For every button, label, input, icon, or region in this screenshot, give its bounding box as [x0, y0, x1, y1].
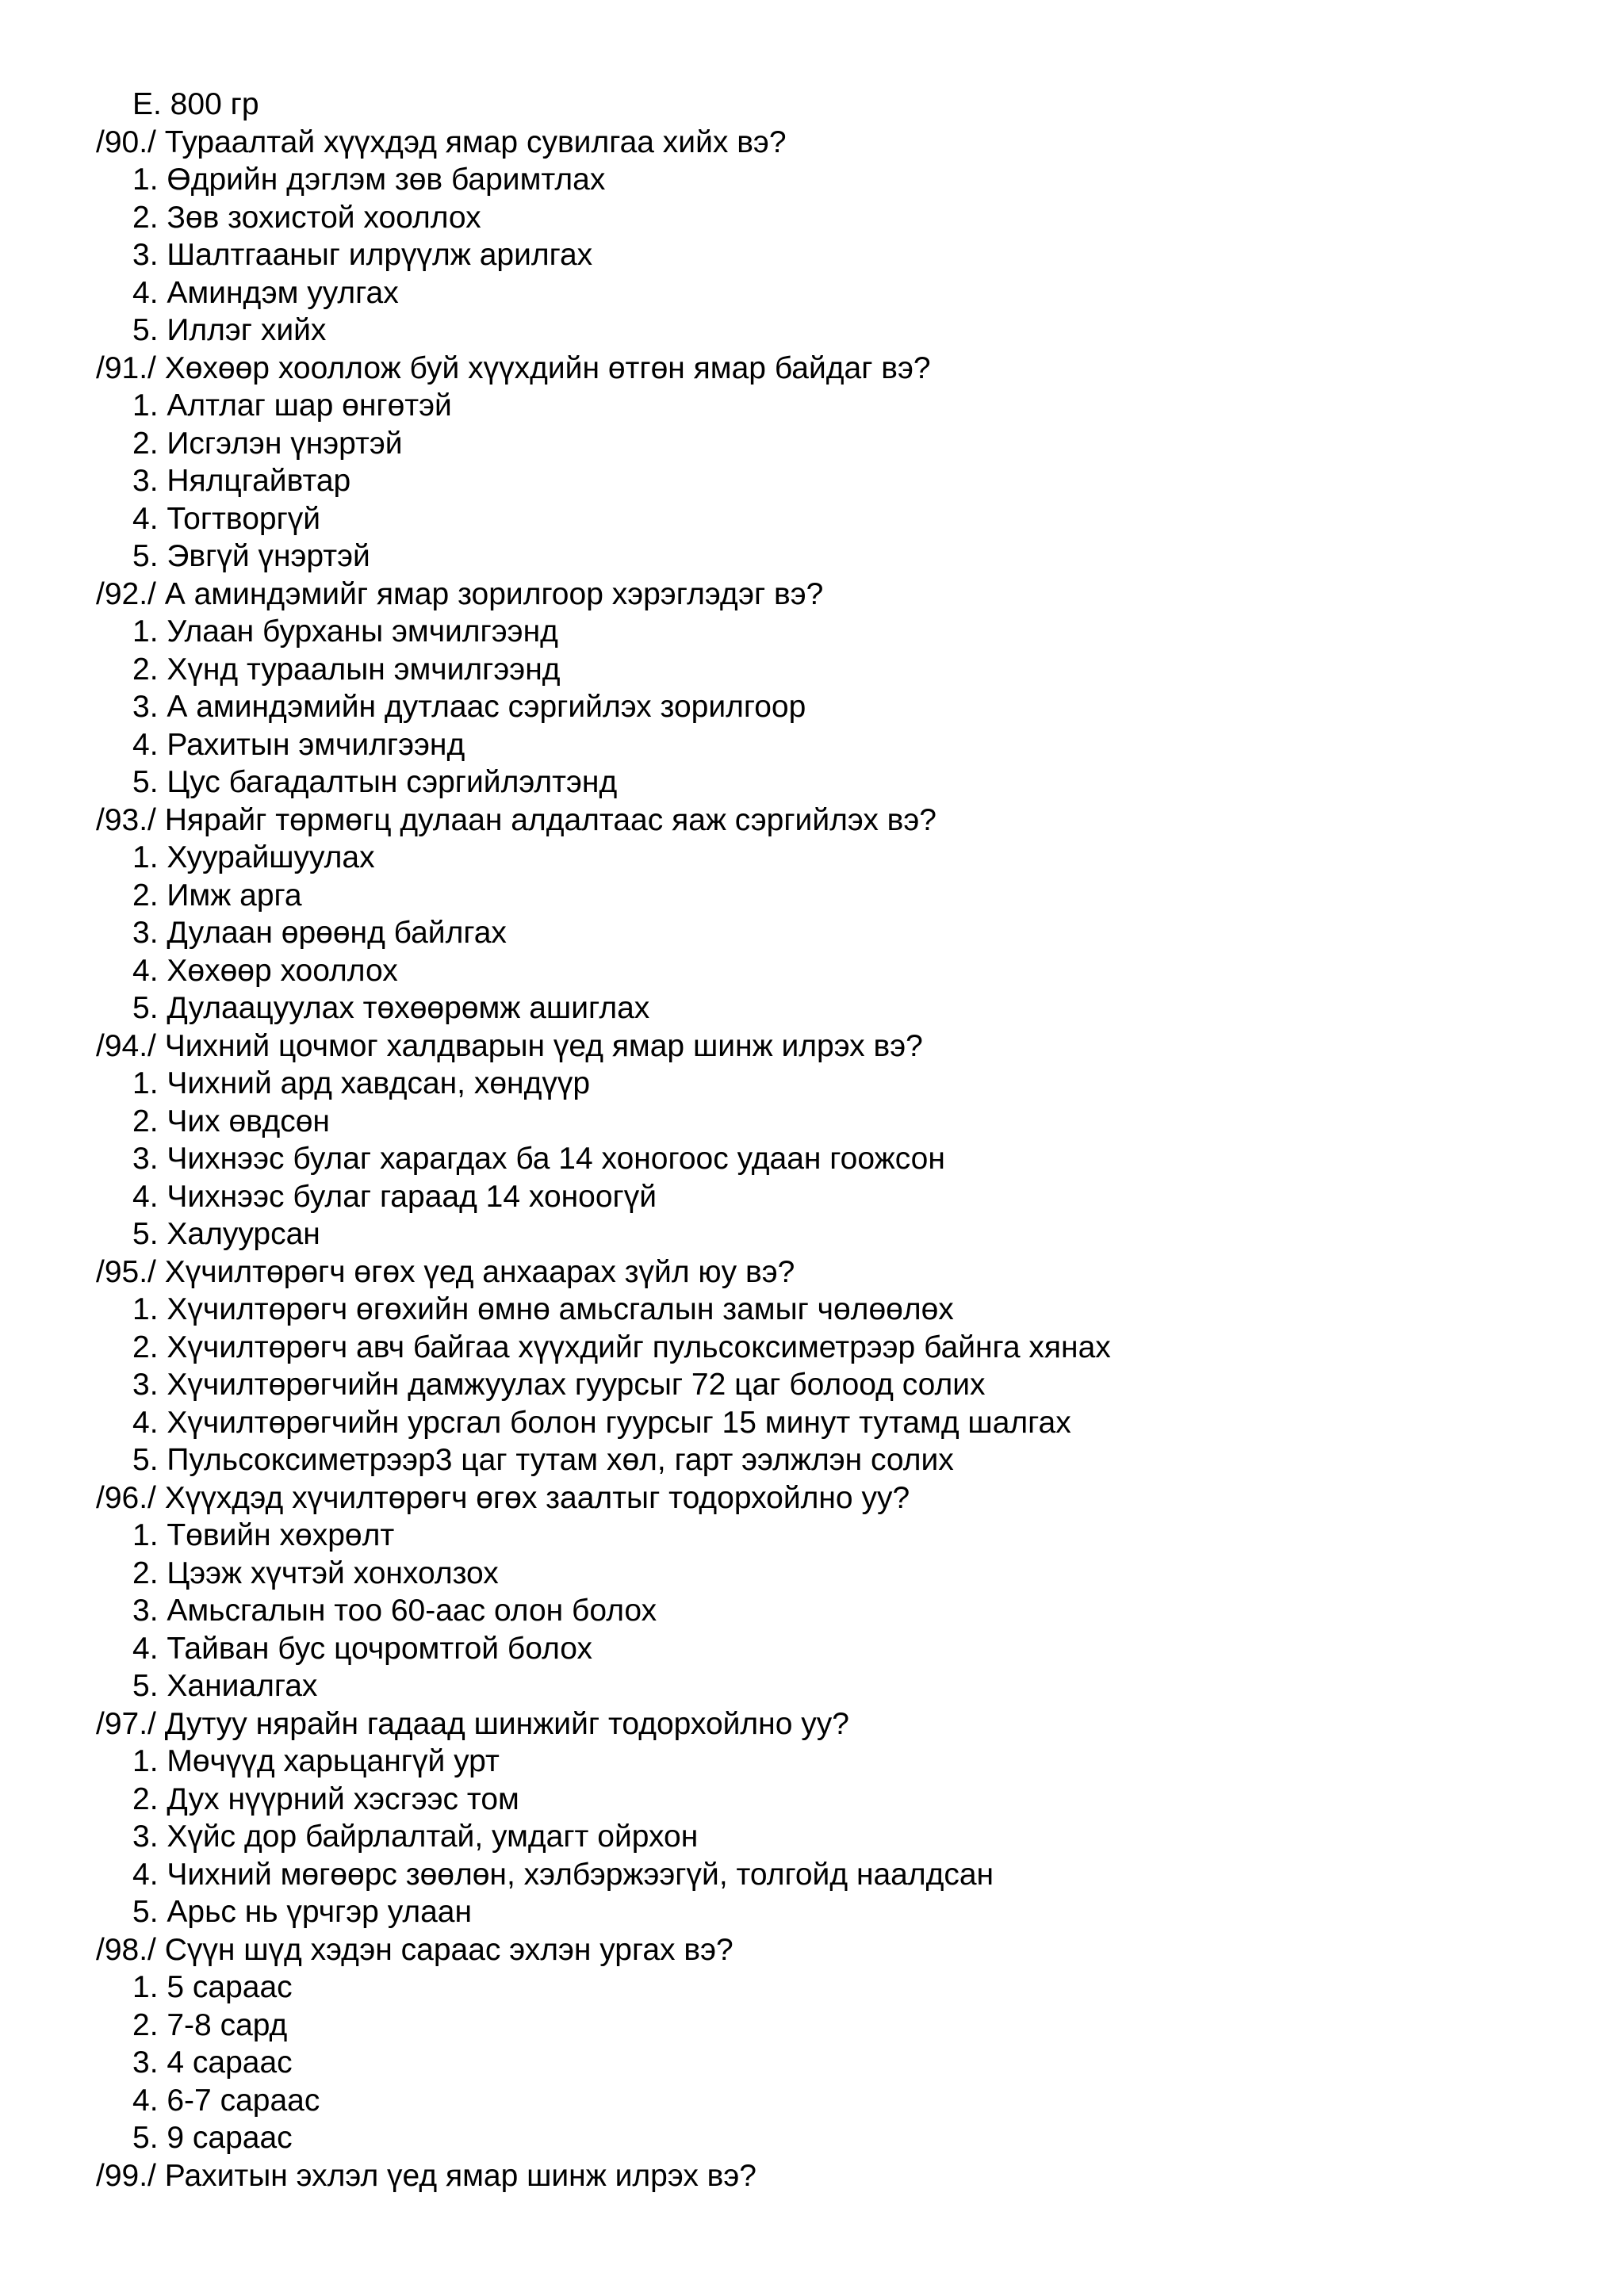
answer-option: 5. Халуурсан [132, 1217, 320, 1251]
question-text: /98./ Сүүн шүд хэдэн сараас эхлэн ургах вэ? [96, 1932, 733, 1967]
answer-option: 5. Ханиалгах [132, 1669, 318, 1703]
question-text: /93./ Нярайг төрмөгц дулаан алдалтаас яаж сэргийлэх вэ? [96, 802, 936, 837]
answer-option: 4. 6-7 сараас [132, 2083, 320, 2118]
answer-option: 4. Тогтворгүй [132, 501, 321, 536]
answer-option: 3. Чихнээс булаг харагдах ба 14 хоногоос удаан гоожсон [132, 1142, 945, 1176]
answer-option: 4. Хөхөөр хооллох [132, 953, 398, 988]
answer-option: 3. 4 сараас [132, 2045, 293, 2080]
answer-option: 1. Улаан бурханы эмчилгээнд [132, 614, 558, 649]
answer-option: 2. Хүчилтөрөгч авч байгаа хүүхдийг пульсоксиметрээр байнга хянах [132, 1330, 1111, 1364]
answer-option: 3. Шалтгааныг илрүүлж арилгах [132, 238, 593, 272]
answer-option: 4. Хүчилтөрөгчийн урсгал болон гуурсыг 15 минут тутамд шалгах [132, 1405, 1071, 1440]
answer-option: 1. Хуурайшуулах [132, 840, 375, 874]
answer-option: E. 800 гр [132, 87, 259, 121]
answer-option: 2. Имж арга [132, 878, 302, 913]
document-body [0, 86, 1624, 2195]
question-text: /97./ Дутуу нярайн гадаад шинжийг тодорхойлно уу? [96, 1706, 849, 1741]
question-text: /96./ Хүүхдэд хүчилтөрөгч өгөх заалтыг тодорхойлно уу? [96, 1480, 910, 1515]
answer-option: 2. Исгэлэн үнэртэй [132, 426, 403, 461]
answer-option: 2. Дух нүүрний хэсгээс том [132, 1781, 519, 1816]
answer-option: 3. Амьсгалын тоо 60-аас олон болох [132, 1594, 657, 1628]
answer-option: 3. Хүйс дор байрлалтай, умдагт ойрхон [132, 1820, 699, 1854]
question-text: /99./ Рахитын эхлэл үед ямар шинж илрэх вэ? [96, 2158, 756, 2193]
answer-option: 4. Чихнээс булаг гараад 14 хоноогүй [132, 1179, 657, 1214]
answer-option: 1. Мөчүүд харьцангүй урт [132, 1744, 500, 1778]
question-text: /91./ Хөхөөр хооллож буй хүүхдийн өтгөн ямар байдаг вэ? [96, 350, 931, 385]
question-text: /92./ А аминдэмийг ямар зорилгоор хэрэглэдэг вэ? [96, 576, 824, 611]
answer-option: 4. Тайван бус цочромтгой болох [132, 1631, 593, 1666]
answer-option: 5. Эвгүй үнэртэй [132, 539, 370, 573]
answer-option: 5. 9 сараас [132, 2121, 293, 2155]
answer-option: 1. Өдрийн дэглэм зөв баримтлах [132, 163, 606, 197]
answer-option: 2. Хүнд тураалын эмчилгээнд [132, 652, 561, 687]
answer-option: 3. Хүчилтөрөгчийн дамжуулах гуурсыг 72 цаг болоод солих [132, 1368, 986, 1402]
answer-option: 1. 5 сараас [132, 1970, 293, 2004]
answer-option: 1. Хүчилтөрөгч өгөхийн өмнө амьсгалын замыг чөлөөлөх [132, 1292, 954, 1326]
answer-option: 3. Дулаан өрөөнд байлгах [132, 916, 507, 950]
answer-option: 5. Цус багадалтын сэргийлэлтэнд [132, 765, 618, 799]
answer-option: 1. Алтлаг шар өнгөтэй [132, 388, 452, 423]
answer-option: 5. Пульсоксиметрээр3 цаг тутам хөл, гарт ээлжлэн солих [132, 1443, 954, 1477]
answer-option: 4. Рахитын эмчилгээнд [132, 727, 465, 762]
answer-option: 5. Арьс нь үрчгэр улаан [132, 1895, 473, 1929]
answer-option: 1. Чихний ард хавдсан, хөндүүр [132, 1066, 591, 1100]
answer-option: 4. Чихний мөгөөрс зөөлөн, хэлбэржээгүй, толгойд наалдсан [132, 1857, 994, 1892]
question-text: /94./ Чихний цочмог халдварын үед ямар шинж илрэх вэ? [96, 1028, 923, 1063]
answer-option: 2. Цээж хүчтэй хонхолзох [132, 1556, 499, 1590]
answer-option: 2. 7-8 сард [132, 2007, 288, 2042]
question-text: /90./ Тураалтай хүүхдэд ямар сувилгаа хийх вэ? [96, 124, 787, 159]
answer-option: 1. Төвийн хөхрөлт [132, 1518, 395, 1552]
question-text: /95./ Хүчилтөрөгч өгөх үед анхаарах зүйл юу вэ? [96, 1254, 795, 1289]
answer-option: 5. Дулаацуулах төхөөрөмж ашиглах [132, 991, 650, 1025]
answer-option: 3. А аминдэмийн дутлаас сэргийлэх зорилгоор [132, 690, 806, 724]
answer-option: 4. Аминдэм уулгах [132, 275, 399, 310]
answer-option: 3. Нялцгайвтар [132, 464, 351, 498]
answer-option: 5. Иллэг хийх [132, 313, 327, 347]
answer-option: 2. Чих өвдсөн [132, 1104, 330, 1138]
answer-option: 2. Зөв зохистой хооллох [132, 200, 481, 235]
